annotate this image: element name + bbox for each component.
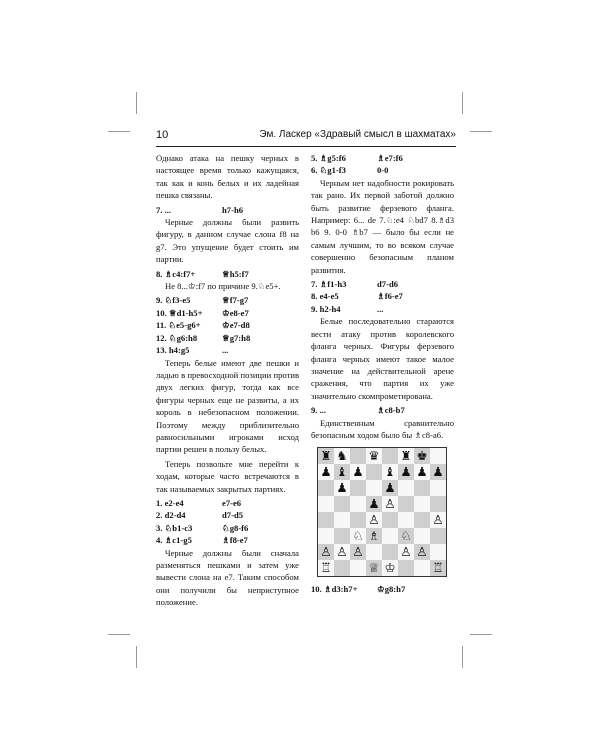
black-move: ... [377,303,384,314]
crop-mark [136,92,137,114]
black-move: ♕h5:f7 [222,268,249,279]
crop-mark [136,646,137,668]
black-move: d7-d5 [222,510,244,521]
board-square [382,528,398,544]
move-row [311,303,454,315]
white-rook-icon: ♖ [320,560,332,576]
board-square [382,544,398,560]
move-row [156,307,299,319]
black-pawn-icon: ♟ [352,464,364,480]
board-square [430,528,446,544]
board-square [366,480,382,496]
white-move: 13. h4:g5 [156,345,190,356]
move-row [156,319,299,331]
black-pawn-icon: ♟ [384,480,396,496]
white-move: 7. ... [156,204,172,215]
move-row [156,509,299,521]
page-number: 10 [156,129,169,141]
white-move: 9. ... [311,405,327,416]
paragraph: Теперь позвольте мне перейти к ходам, которые часто встречаются в так называемых закрытых партиях. [156,458,299,494]
white-pawn-icon: ♙ [432,512,444,528]
white-move: 2. d2-d4 [156,510,186,521]
board-square [398,512,414,528]
crop-mark [462,92,463,114]
board-square [350,448,366,464]
white-move: 8. e4-e5 [311,291,339,302]
move-row [311,164,454,176]
black-move: ♗e7:f6 [377,153,403,163]
white-pawn-icon: ♙ [320,544,332,560]
black-move: h7-h6 [222,204,244,215]
board-square [414,496,430,512]
move-row [311,152,454,164]
move-row [156,204,299,216]
board-square [398,560,414,576]
crop-mark [470,131,492,132]
board-square [382,448,398,464]
black-move: ♕f7-g7 [222,295,249,306]
paragraph: Белые последовательно стараются вести атаку против королевского фланга черных. Фигуры ферзевого фланга черных имеют такое малое значение на действительной арене сражения, что партия их уже значительно скомпрометирована. [311,316,454,401]
move-row [156,522,299,534]
board-square [350,512,366,528]
board-square [414,480,430,496]
board-square [334,528,350,544]
board-square [398,480,414,496]
paragraph: Единственным сравнительно безопасным ходом было бы ♗c8-a6. [311,417,454,440]
white-move: 9. ♘f3-e5 [156,295,191,306]
crop-mark [108,131,130,132]
running-header [156,129,456,145]
board-square [414,512,430,528]
move-row [311,278,454,290]
white-move: 11. ♘e5-g6+ [156,320,201,331]
board-square [318,496,334,512]
black-move: e7-e6 [222,497,242,508]
black-move: ♕g7:h8 [222,332,251,343]
paragraph: Черные должны были сначала разменяться пешками и затем уже вывести слона на e7. Таким способом они получили бы неприступное положение. [156,547,299,608]
black-move: ... [222,345,229,356]
white-knight-icon: ♘ [400,528,412,544]
black-move: ♗c8-b7 [377,405,405,416]
white-pawn-icon: ♙ [336,544,348,560]
white-move: 7. ♗f1-h3 [311,279,347,290]
board-square [350,496,366,512]
board-square [366,544,382,560]
black-rook-icon: ♜ [400,448,412,464]
paragraph: Черные должны были развить фигуру, в данном случае слона f8 на g7. Это упущение будет стоить им партии. [156,217,299,265]
running-title: Эм. Ласкер «Здравый смысл в шахматах» [259,129,456,140]
chess-diagram [317,447,447,577]
board-square [318,512,334,528]
move-row [311,583,454,595]
white-pawn-icon: ♙ [384,496,396,512]
black-pawn-icon: ♟ [432,464,444,480]
white-move: 12. ♘g6:h8 [156,332,198,343]
black-bishop-icon: ♝ [336,464,348,480]
board-square [334,496,350,512]
black-pawn-icon: ♟ [320,464,332,480]
move-row [311,290,454,302]
black-pawn-icon: ♟ [416,464,428,480]
move-row [156,332,299,344]
black-move: d7-d6 [377,279,399,290]
black-rook-icon: ♜ [320,448,332,464]
board-square [350,480,366,496]
white-king-icon: ♔ [384,560,396,576]
board-square [430,448,446,464]
board-square [398,496,414,512]
black-queen-icon: ♛ [368,448,380,464]
board-square [334,560,350,576]
board-square [350,560,366,576]
black-move: ♗f8-e7 [222,535,248,546]
board-square [318,480,334,496]
paragraph: Не 8...♔:f7 по причине 9.♘e5+. [165,281,281,292]
white-move: 6. ♘g1-f3 [311,165,346,176]
white-rook-icon: ♖ [432,560,444,576]
black-pawn-icon: ♟ [336,480,348,496]
board-square [414,528,430,544]
move-row [156,534,299,546]
board-square [366,464,382,480]
black-pawn-icon: ♟ [400,464,412,480]
right-column [311,152,454,596]
board-square [382,512,398,528]
white-move: 5. ♗g5:f6 [311,153,346,163]
white-pawn-icon: ♙ [352,544,364,560]
white-move: 4. ♗c1-g5 [156,535,192,546]
white-move: 10. ♗d3:h7+ [311,584,358,595]
paragraph: Однако атака на пешку черных в настоящее время только кажущаяся, так как и конь белых и их ладейная пешка связаны. [156,153,299,201]
move-row [156,268,299,280]
black-move: ♔g8:h7 [377,584,406,595]
crop-mark [462,646,463,668]
white-knight-icon: ♘ [352,528,364,544]
white-move: 1. e2-e4 [156,497,184,508]
black-move: ♔e7-d8 [222,320,250,331]
white-pawn-icon: ♙ [400,544,412,560]
move-row [156,294,299,306]
board-square [430,544,446,560]
board-square [334,512,350,528]
black-move: ♗f6-e7 [377,291,403,302]
black-king-icon: ♚ [416,448,428,464]
black-knight-icon: ♞ [336,448,348,464]
white-bishop-icon: ♗ [368,528,380,544]
paragraph: Теперь белые имеют две пешки и ладью в превосходной позиции против двух легких фигур, тогда как все фигуры черных еще не развиты, а их король в небезопасном положении. Поэтому между приблизительно равносильными игроками исход партии решен в пользу белых. [156,357,299,455]
black-pawn-icon: ♟ [368,496,380,512]
black-bishop-icon: ♝ [384,464,396,480]
black-move: 0-0 [377,165,389,176]
white-queen-icon: ♕ [368,560,380,576]
white-move: 9. h2-h4 [311,303,341,314]
crop-mark [108,634,130,635]
paragraph: Черным нет надобности рокировать так рано. Их первой заботой должно быть развитие ферзевого фланга. Например: 6... de 7.♘:e4 ♘bd7 8.♗d3 b6 9. 0-0 ♗b7 — было бы если не самым лучшим, то во всяком случае совершенно безопасным планом развития. [311,177,454,275]
move-row [311,404,454,416]
board-square [430,480,446,496]
move-row [156,497,299,509]
header-rule [156,146,456,147]
white-move: 10. ♕d1-h5+ [156,307,203,318]
crop-mark [470,634,492,635]
white-pawn-icon: ♙ [416,544,428,560]
white-move: 3. ♘b1-c3 [156,522,193,533]
white-pawn-icon: ♙ [368,512,380,528]
white-move: 8. ♗c4:f7+ [156,268,196,279]
board-square [318,528,334,544]
left-column [156,152,299,611]
black-move: ♔e8-e7 [222,307,249,318]
board-square [414,560,430,576]
black-move: ♘g8-f6 [222,522,249,533]
move-row [156,344,299,356]
board-square [430,496,446,512]
